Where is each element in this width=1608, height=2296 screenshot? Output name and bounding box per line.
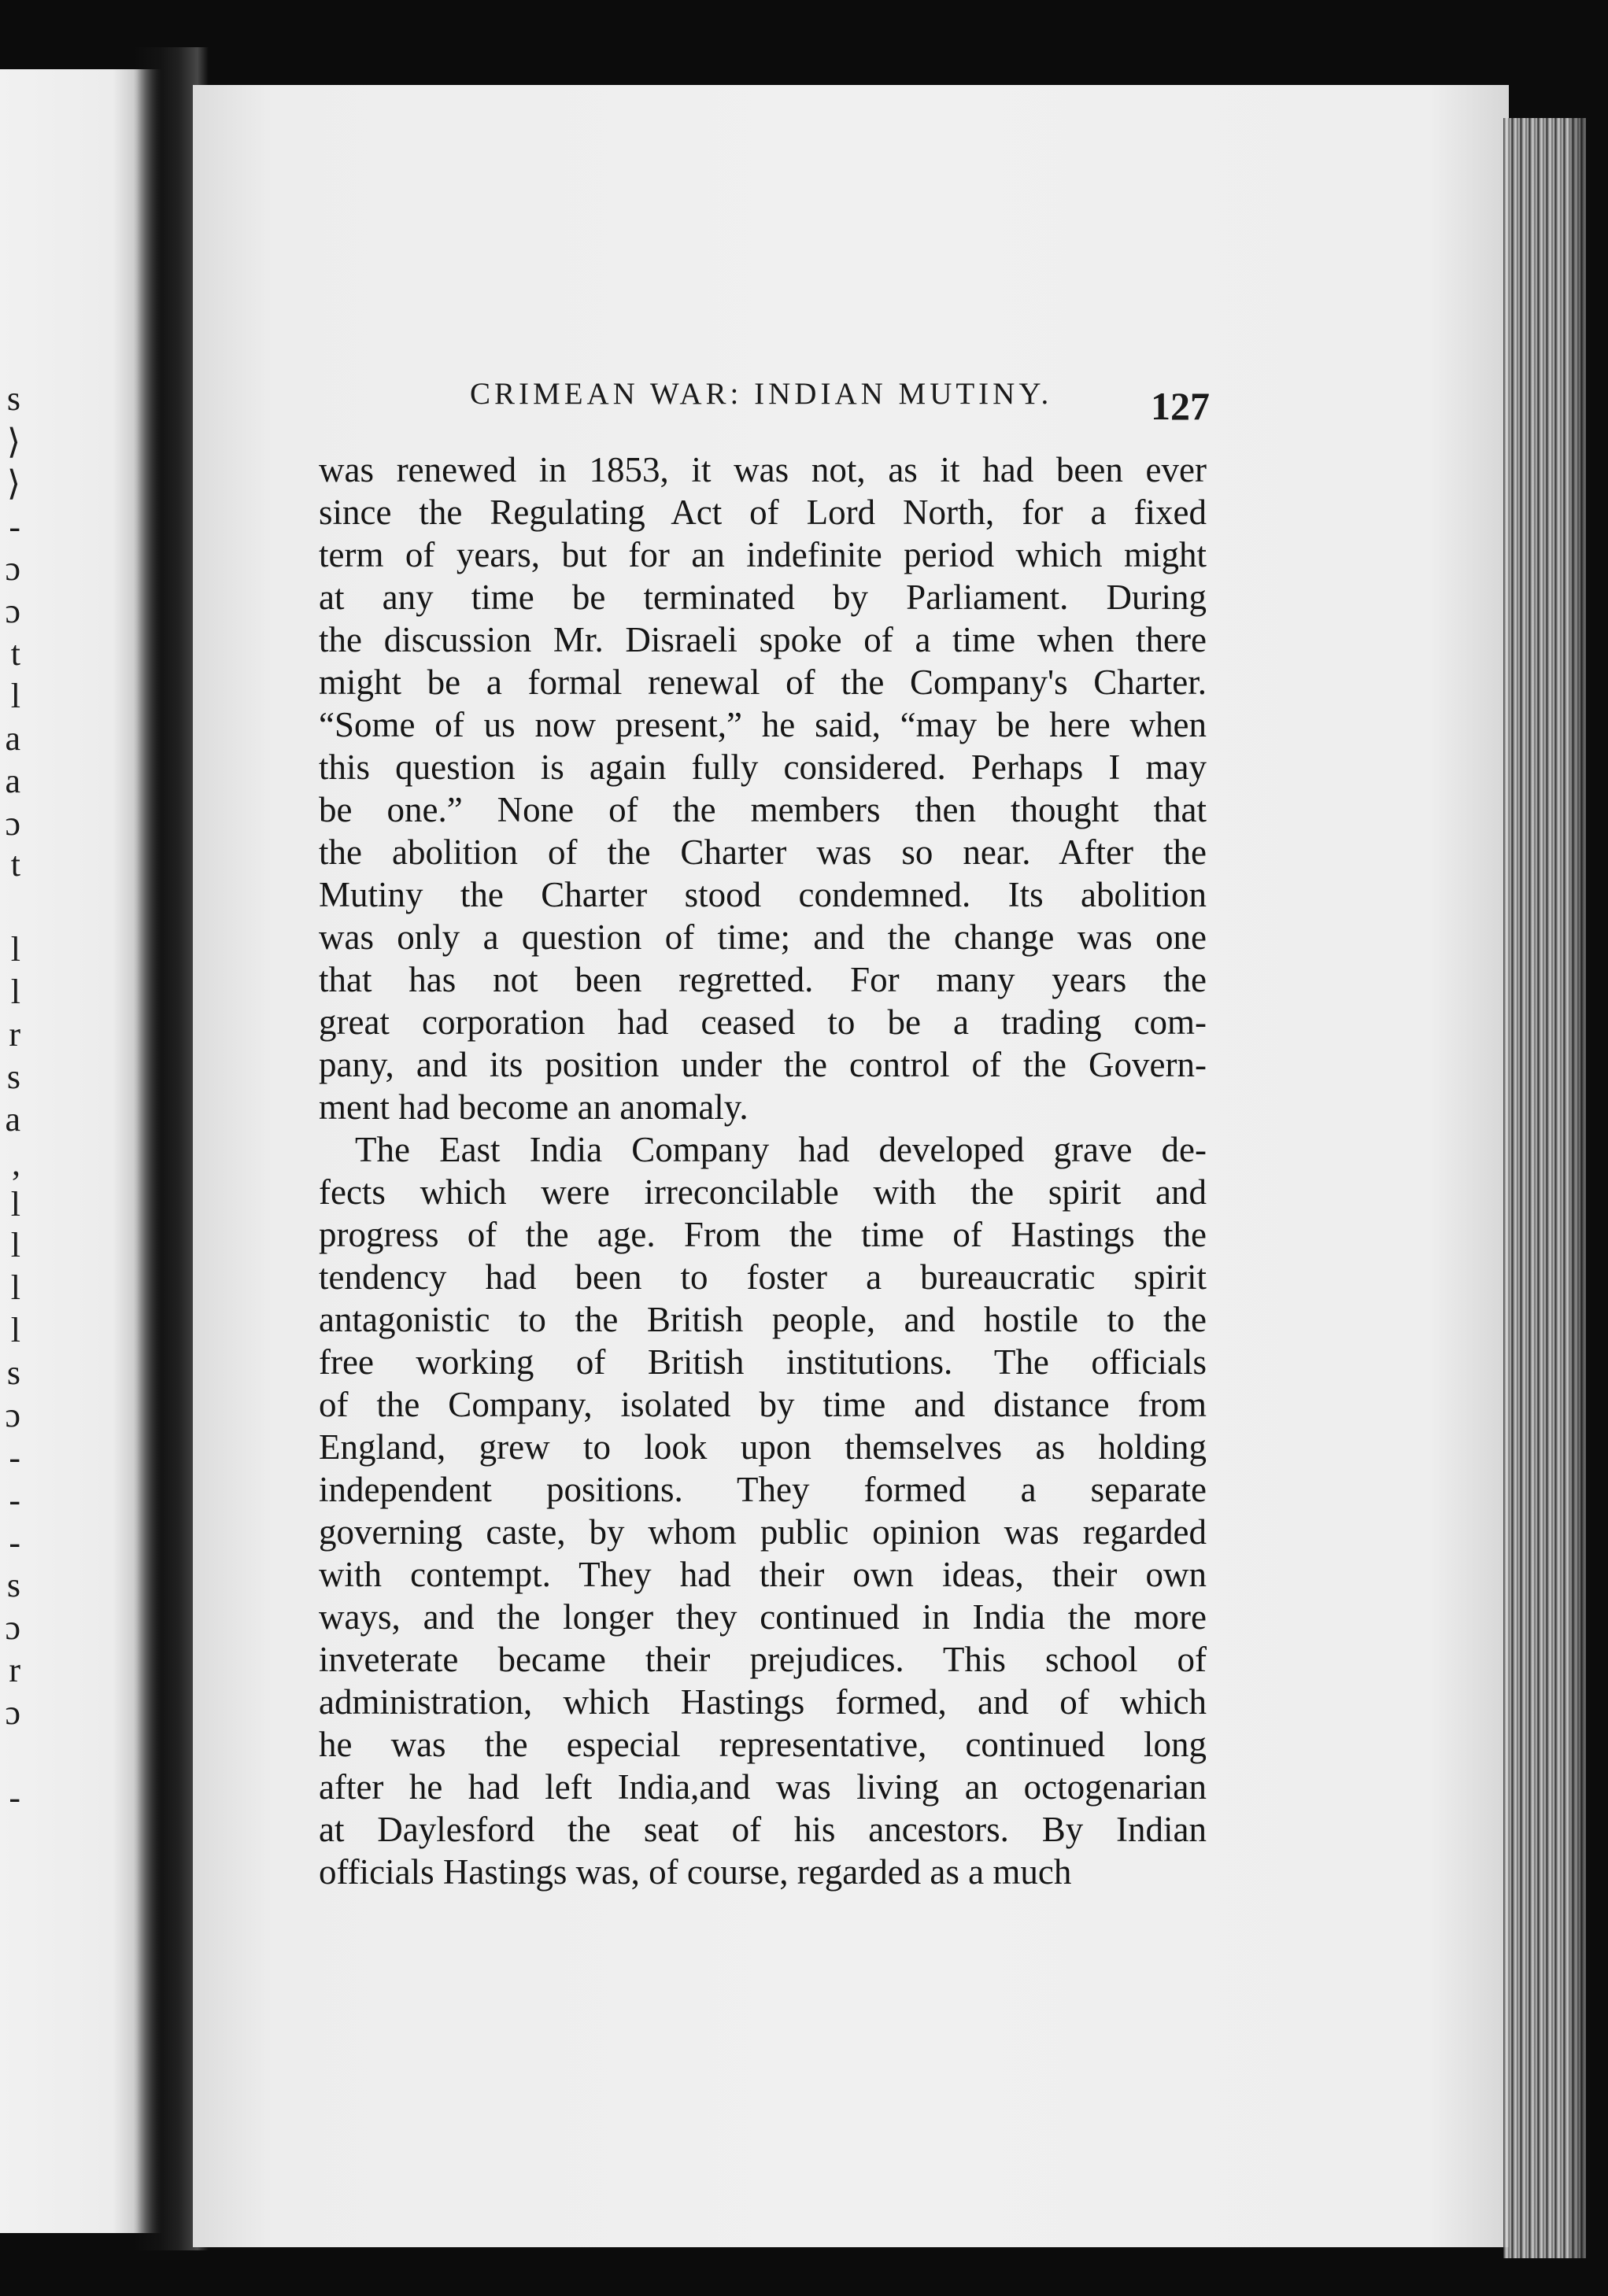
facing-page-fragment: l [10,1226,20,1264]
facing-page-fragment: - [9,1523,20,1562]
text-line: inveterate became their prejudices. This school of [319,1640,1207,1679]
text-line: pany, and its position under the control of the Govern- [319,1045,1207,1084]
facing-page-fragment: a [5,762,20,800]
text-line: The East India Company had developed grave de- [355,1130,1207,1169]
facing-page-fragment: ⟩ [6,423,20,461]
facing-page-fragment: ⟩ [6,464,20,503]
text-line: governing caste, by whom public opinion was regarded [319,1512,1207,1552]
facing-page-fragment: - [9,1438,20,1477]
text-line: the abolition of the Charter was so near. After the [319,832,1207,872]
text-line: at Daylesford the seat of his ancestors. By Indian [319,1810,1207,1849]
facing-page-fragment: a [5,1100,20,1139]
facing-page-fragment: s [6,379,20,418]
text-line: this question is again fully considered. Perhaps I may [319,747,1207,787]
text-line: ment had become an anomaly. [319,1087,749,1127]
text-line: ways, and the longer they continued in India the more [319,1597,1207,1637]
text-line: be one.” None of the members then thought that [319,790,1207,829]
text-line: term of years, but for an indefinite period which might [319,535,1207,574]
text-line: tendency had been to foster a bureaucratic spirit [319,1257,1207,1297]
facing-page-fragment: ɔ [5,1693,20,1732]
text-line: England, grew to look upon themselves as holding [319,1427,1207,1467]
text-line: Mutiny the Charter stood condemned. Its abolition [319,875,1207,914]
running-head: CRIMEAN WAR: INDIAN MUTINY. [470,377,1053,411]
page-number: 127 [1151,384,1210,428]
text-line: was only a question of time; and the change was one [319,917,1207,957]
text-line: the discussion Mr. Disraeli spoke of a time when there [319,620,1207,659]
facing-page-fragment: r [9,1015,20,1054]
facing-page-fragment: , [12,1144,20,1183]
text-line: officials Hastings was, of course, regarded as a much [319,1852,1072,1892]
facing-page-fragment: s [6,1058,20,1096]
text-line: “Some of us now present,” he said, “may be here when [319,705,1207,744]
text-line: of the Company, isolated by time and distance from [319,1385,1207,1424]
facing-page-fragment: l [10,677,20,715]
facing-page-fragment: ɔ [5,1396,20,1434]
facing-page-fragment: ɔ [5,592,20,630]
facing-page-fragment: a [5,719,20,758]
text-line: antagonistic to the British people, and hostile to the [319,1300,1207,1339]
text-line: at any time be terminated by Parliament. During [319,578,1207,617]
text-line: independent positions. They formed a separate [319,1470,1207,1509]
text-line: he was the especial representative, continued long [319,1725,1207,1764]
facing-page-fragment: ɔ [5,1608,20,1647]
text-line: free working of British institutions. The officials [319,1342,1207,1382]
facing-page-fragment: ɔ [5,549,20,588]
text-line: since the Regulating Act of Lord North, for a fixed [319,493,1207,532]
facing-page-fragment: t [10,634,20,673]
text-line: was renewed in 1853, it was not, as it had been ever [319,450,1207,489]
facing-page-fragment: - [9,508,20,546]
facing-page-fragment: - [9,1481,20,1519]
body-text [319,448,1207,1893]
text-line: that has not been regretted. For many years the [319,960,1207,999]
facing-page-fragment: l [10,1311,20,1349]
text-line: might be a formal renewal of the Company's Charter. [319,663,1207,702]
facing-page-fragment: s [6,1353,20,1392]
text-line: after he had left India,and was living an octogenarian [319,1767,1207,1807]
facing-page-fragment: l [10,1268,20,1307]
facing-page-fragment: l [10,973,20,1011]
text-line: progress of the age. From the time of Hastings the [319,1215,1207,1254]
facing-page-fragment: - [9,1778,20,1817]
facing-page-fragment: l [10,930,20,969]
facing-page-fragment: t [10,845,20,884]
facing-page-fragment: s [6,1566,20,1604]
page-edges-shade [1570,110,1608,2282]
facing-page-fragment: ɔ [5,804,20,843]
text-line: administration, which Hastings formed, and of which [319,1682,1207,1722]
text-line: with contempt. They had their own ideas, their own [319,1555,1207,1594]
facing-page-fragment: l [10,1185,20,1224]
facing-page-fragment: r [9,1651,20,1689]
text-line: fects which were irreconcilable with the spirit and [319,1172,1207,1212]
text-line: great corporation had ceased to be a trading com- [319,1002,1207,1042]
